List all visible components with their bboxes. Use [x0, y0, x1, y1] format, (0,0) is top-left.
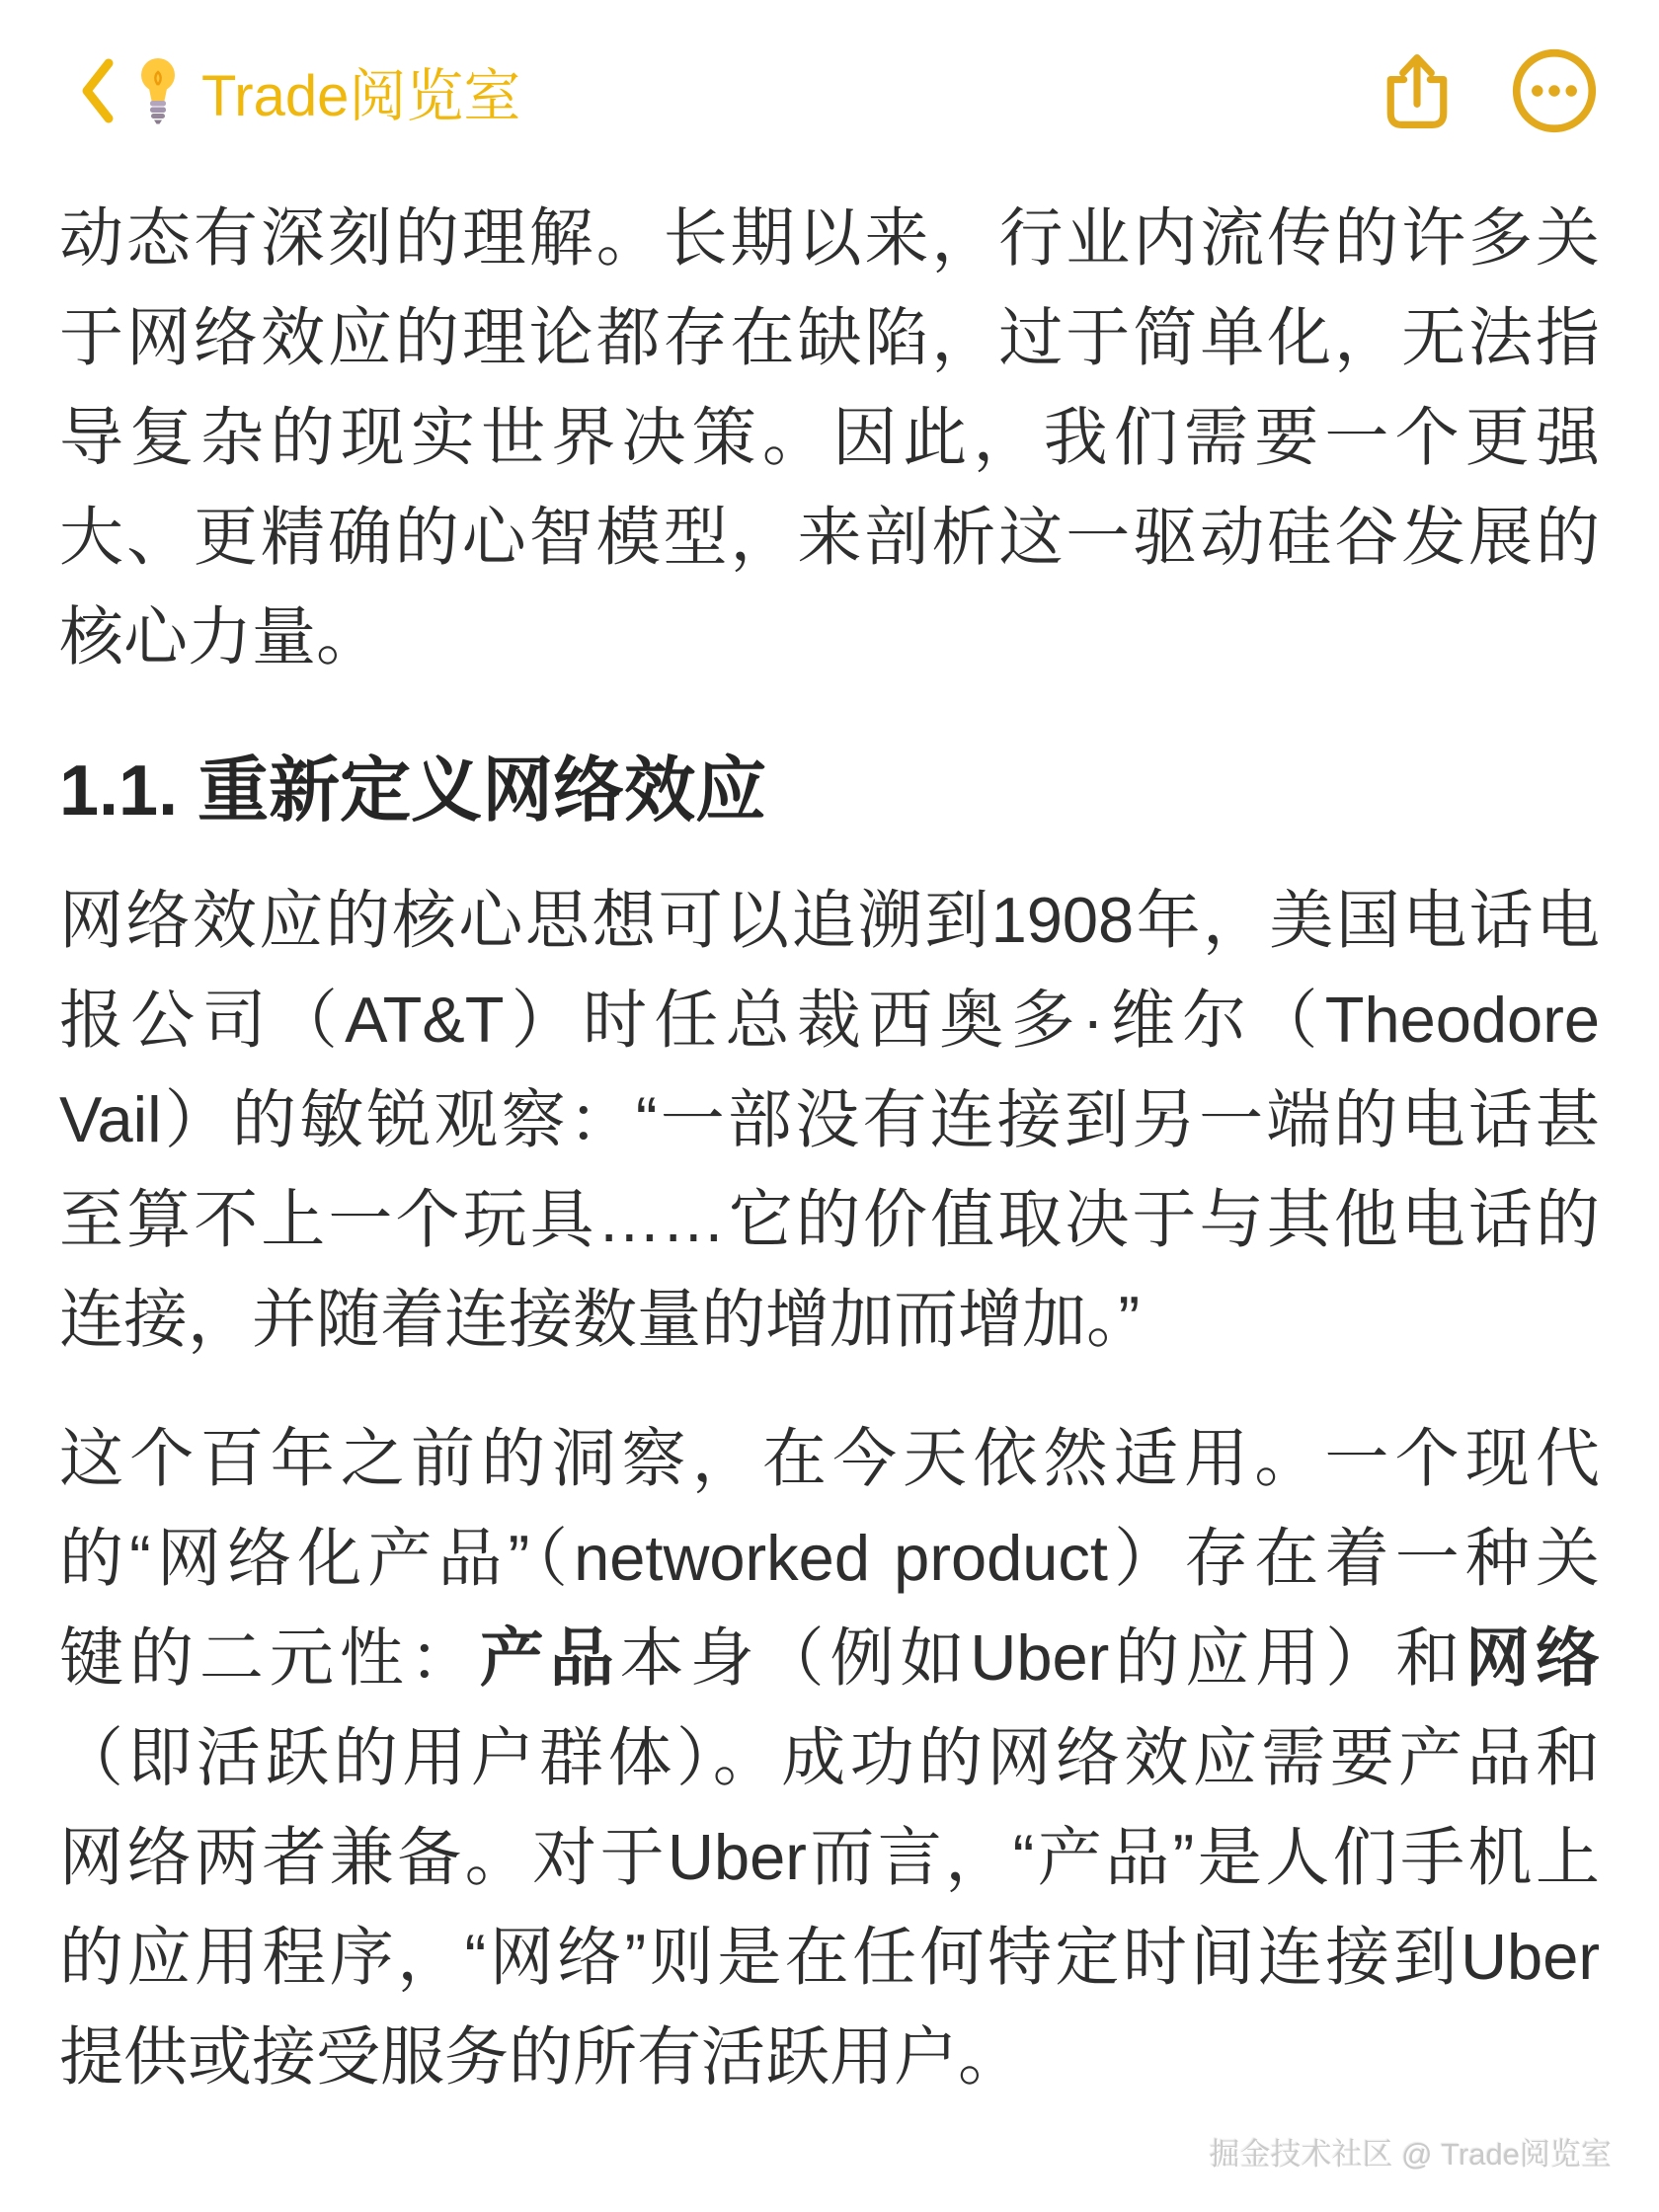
- nav-right-group: [1381, 47, 1598, 134]
- lightbulb-icon: [138, 56, 178, 125]
- text-line: 大、更精确的心智模型，来剖析这一驱动硅谷发展的: [59, 501, 1600, 573]
- section-heading: 1.1. 重新定义网络效应: [59, 751, 767, 830]
- text-line: 连接，并随着连接数量的增加而增加。”: [59, 1283, 1141, 1355]
- text-line: 网络两者兼备。对于Uber而言，“产品”是人们手机上: [59, 1821, 1600, 1893]
- page-title: Trade阅览室: [201, 64, 521, 128]
- top-navigation-bar: [0, 0, 1659, 148]
- back-button[interactable]: [79, 57, 115, 124]
- text-line: 报公司（AT&T）时任总裁西奥多·维尔（Theodore: [59, 984, 1600, 1056]
- text-line: 网络效应的核心思想可以追溯到1908年，美国电话电: [59, 884, 1600, 956]
- share-button[interactable]: [1381, 49, 1454, 132]
- text-line: 动态有深刻的理解。长期以来，行业内流传的许多关: [59, 201, 1600, 274]
- text-line: 核心力量。: [59, 600, 381, 672]
- paragraph: [59, 188, 1600, 686]
- text-line: 的“网络化产品”（networked product）存在着一种关: [59, 1522, 1600, 1594]
- ellipsis-circle-icon: [1511, 47, 1598, 134]
- text-line: （即活跃的用户群体）。成功的网络效应需要产品和: [59, 1721, 1600, 1793]
- watermark: 掘金技术社区 @ Trade阅览室: [1209, 2137, 1612, 2172]
- nav-left-group: [79, 49, 520, 132]
- paragraph: [59, 870, 1600, 1369]
- chevron-left-icon: [79, 57, 115, 124]
- text-line: 于网络效应的理论都存在缺陷，过于简单化，无法指: [59, 301, 1600, 373]
- paragraph: [59, 1408, 1600, 2106]
- text-line: 导复杂的现实世界决策。因此，我们需要一个更强: [59, 401, 1600, 473]
- share-upload-icon: [1381, 49, 1454, 132]
- text-line: 提供或接受服务的所有活跃用户。: [59, 2020, 1023, 2093]
- article-body: [0, 148, 1659, 2106]
- text-line: 的应用程序，“网络”则是在任何特定时间连接到Uber: [59, 1921, 1600, 1993]
- text-line: 至算不上一个玩具……它的价值取决于与其他电话的: [59, 1183, 1600, 1255]
- text-line: 这个百年之前的洞察，在今天依然适用。一个现代: [59, 1422, 1600, 1494]
- text-line: Vail）的敏锐观察：“一部没有连接到另一端的电话甚: [59, 1083, 1600, 1155]
- text-line: 键的二元性：产品本身（例如Uber的应用）和网络: [59, 1621, 1600, 1694]
- more-button[interactable]: [1511, 47, 1598, 134]
